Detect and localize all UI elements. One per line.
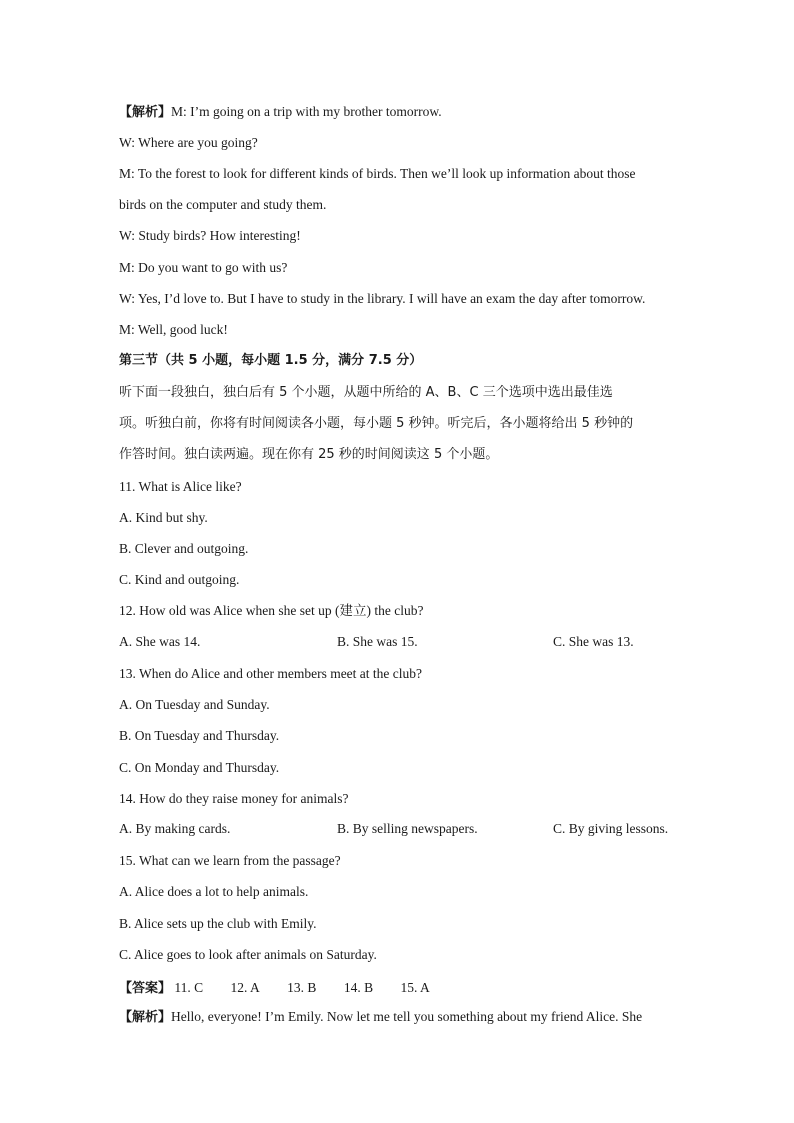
analysis-tag-2: 【解析】 bbox=[119, 1010, 172, 1025]
dialogue-line-7: W: Yes, I’d love to. But I have to study in the library. I will have an exam the day after tomorrow. bbox=[119, 291, 646, 306]
instruction-line-2: 项。听独白前，你将有时间阅读各小题，每小题 5 秒钟。听完后，各小题将给出 5 秒钟的 bbox=[119, 416, 634, 431]
question-14-option-c: C. By giving lessons. bbox=[553, 821, 669, 836]
question-11-stem: 11. What is Alice like? bbox=[119, 479, 242, 494]
dialogue-line-8: M: Well, good luck! bbox=[119, 322, 228, 337]
question-15-option-b: B. Alice sets up the club with Emily. bbox=[119, 916, 317, 931]
dialogue-line-2: W: Where are you going? bbox=[119, 135, 258, 150]
dialogue-line-6: M: Do you want to go with us? bbox=[119, 260, 288, 275]
question-12-stem: 12. How old was Alice when she set up (建立) the club? bbox=[119, 603, 424, 618]
answer-12: 12. A bbox=[230, 980, 260, 995]
question-12-option-a: A. She was 14. bbox=[119, 634, 201, 649]
question-15-option-a: A. Alice does a lot to help animals. bbox=[119, 884, 309, 899]
question-12-option-c: C. She was 13. bbox=[553, 634, 634, 649]
question-14-options bbox=[119, 821, 679, 839]
dialogue-line-4: birds on the computer and study them. bbox=[119, 197, 327, 212]
answer-tag: 【答案】 bbox=[119, 981, 172, 996]
analysis-text: Hello, everyone! I’m Emily. Now let me tell you something about my friend Alice. She bbox=[171, 1009, 643, 1024]
dialogue-text: M: I’m going on a trip with my brother tomorrow. bbox=[171, 104, 442, 119]
instruction-line-1: 听下面一段独白，独白后有 5 个小题，从题中所给的 A、B、C 三个选项中选出最佳选 bbox=[119, 385, 613, 400]
question-15-option-c: C. Alice goes to look after animals on Saturday. bbox=[119, 947, 377, 962]
question-11-option-a: A. Kind but shy. bbox=[119, 510, 208, 525]
question-11-option-c: C. Kind and outgoing. bbox=[119, 572, 240, 587]
question-13-option-c: C. On Monday and Thursday. bbox=[119, 760, 280, 775]
question-15-stem: 15. What can we learn from the passage? bbox=[119, 853, 341, 868]
answer-15: 15. A bbox=[400, 980, 430, 995]
question-13-stem: 13. When do Alice and other members meet at the club? bbox=[119, 666, 423, 681]
answer-14: 14. B bbox=[343, 980, 374, 995]
analysis-line bbox=[119, 1008, 642, 1027]
question-13-option-a: A. On Tuesday and Sunday. bbox=[119, 697, 270, 712]
dialogue-line-1 bbox=[119, 103, 442, 122]
answer-13: 13. B bbox=[287, 980, 317, 995]
analysis-tag: 【解析】 bbox=[119, 105, 172, 120]
question-12-option-b: B. She was 15. bbox=[337, 634, 418, 649]
answer-row bbox=[119, 977, 454, 996]
section-title: 第三节（共 5 小题，每小题 1.5 分，满分 7.5 分） bbox=[119, 353, 423, 368]
answer-11: 11. C bbox=[174, 980, 204, 995]
question-11-option-b: B. Clever and outgoing. bbox=[119, 541, 249, 556]
question-12-options bbox=[119, 634, 679, 652]
question-14-option-a: A. By making cards. bbox=[119, 821, 231, 836]
question-13-option-b: B. On Tuesday and Thursday. bbox=[119, 728, 280, 743]
question-14-stem: 14. How do they raise money for animals? bbox=[119, 791, 349, 806]
dialogue-line-5: W: Study birds? How interesting! bbox=[119, 228, 301, 243]
instruction-line-3: 作答时间。独白读两遍。现在你有 25 秒的时间阅读这 5 个小题。 bbox=[119, 447, 499, 462]
question-14-option-b: B. By selling newspapers. bbox=[337, 821, 478, 836]
dialogue-line-3: M: To the forest to look for different kinds of birds. Then we’ll look up information about those bbox=[119, 166, 636, 181]
